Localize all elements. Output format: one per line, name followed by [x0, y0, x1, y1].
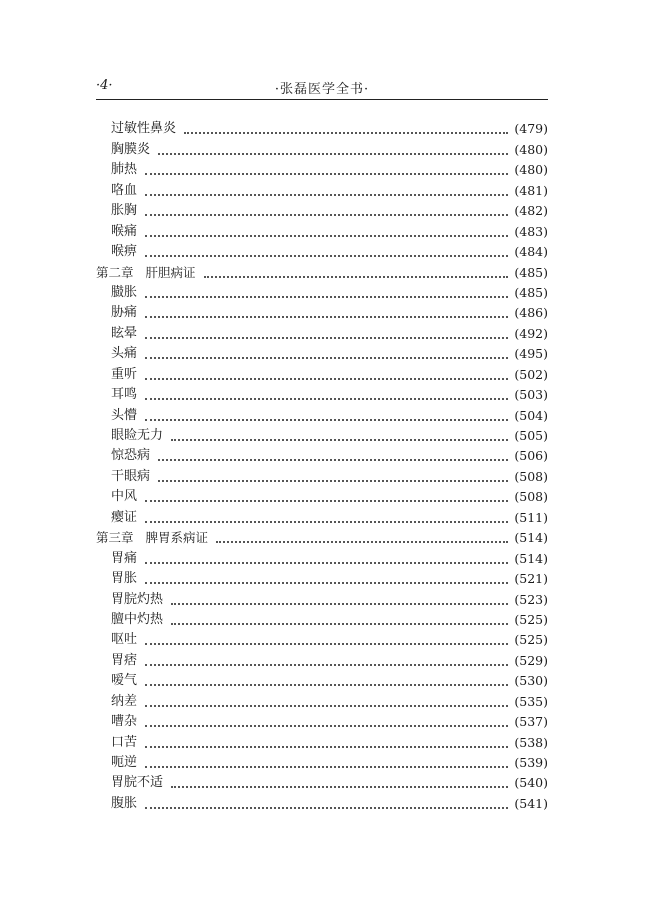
toc-page-number: (514): [514, 550, 548, 566]
toc-entry-row: [96, 569, 548, 589]
dot-leader: [171, 786, 508, 788]
dot-leader: [158, 480, 508, 482]
dot-leader: [171, 439, 508, 441]
toc-page-number: (502): [514, 366, 548, 382]
running-header: [96, 76, 548, 98]
toc-entry-row: [96, 160, 548, 180]
toc-title: 惊恐病: [111, 448, 151, 464]
toc-entry-row: [96, 691, 548, 711]
dot-leader: [145, 235, 508, 237]
toc-entry-row: [96, 283, 548, 303]
toc-page-number: (538): [514, 734, 548, 750]
toc-title: 嘈杂: [111, 714, 138, 730]
toc-title: 头懵: [111, 407, 138, 423]
toc-page-number: (480): [514, 141, 548, 157]
dot-leader: [145, 337, 508, 339]
dot-leader: [184, 132, 508, 134]
dot-leader: [145, 746, 508, 748]
dot-leader: [145, 582, 508, 584]
toc-entry-row: [96, 303, 548, 323]
toc-page-number: (505): [514, 428, 548, 443]
toc-entry-row: [96, 548, 548, 568]
toc-page-number: (492): [514, 325, 548, 341]
toc-title: 胃胀: [111, 571, 138, 587]
toc-page-number: (485): [514, 284, 548, 300]
toc-page-number: (525): [514, 611, 548, 627]
page-number: ·4·: [96, 78, 113, 93]
dot-leader: [145, 643, 508, 645]
toc-page-number: (514): [514, 530, 548, 546]
toc-title: 干眼病: [111, 468, 151, 484]
toc-entry-row: [96, 650, 548, 670]
toc-title: 耳鸣: [111, 387, 138, 403]
toc-page-number: (503): [514, 387, 548, 403]
toc-page-number: (481): [514, 182, 548, 198]
toc-entry-row: [96, 385, 548, 405]
toc-page-number: (540): [514, 775, 548, 791]
toc-page-number: (508): [514, 489, 548, 505]
toc-page-number: (530): [514, 673, 548, 689]
toc-entry-row: [96, 671, 548, 691]
dot-leader: [204, 276, 509, 278]
toc-title: 喉痛: [111, 223, 138, 239]
toc-page-number: (506): [514, 448, 548, 464]
toc-entry-row: [96, 139, 548, 159]
dot-leader: [145, 296, 508, 298]
toc-page-number: (495): [514, 346, 548, 362]
header-rule: [96, 99, 548, 100]
chapter-title: 肝胆病证: [145, 264, 196, 280]
toc-entry-row: [96, 466, 548, 486]
dot-leader: [145, 398, 508, 400]
toc-page-number: (529): [514, 652, 548, 668]
toc-entry-row: [96, 507, 548, 527]
toc-title: 过敏性鼻炎: [111, 121, 177, 137]
toc-page-number: (535): [514, 693, 548, 709]
dot-leader: [145, 705, 508, 707]
toc-title: 胃痞: [111, 652, 138, 668]
toc-entry-row: [96, 364, 548, 384]
toc-entry-row: [96, 323, 548, 343]
dot-leader: [145, 357, 508, 359]
toc-entry-row: [96, 589, 548, 609]
toc-page-number: (485): [514, 264, 548, 280]
toc-page-number: (539): [514, 755, 548, 770]
toc-page-number: (484): [514, 244, 548, 260]
toc-entry-row: [96, 487, 548, 507]
toc-page-number: (479): [514, 121, 548, 137]
toc-page-number: (541): [514, 795, 548, 811]
toc-title: [96, 263, 196, 283]
toc-entry-row: [96, 712, 548, 732]
toc-entry-row: [96, 793, 548, 813]
toc-title: 喉痹: [111, 244, 138, 260]
toc-page-number: (523): [514, 591, 548, 607]
toc-page-number: (504): [514, 407, 548, 423]
toc-page-number: (486): [514, 305, 548, 321]
chapter-number: 第三章: [96, 530, 134, 546]
dot-leader: [145, 684, 508, 686]
dot-leader: [145, 378, 508, 380]
dot-leader: [145, 521, 508, 523]
toc-title: 胀胸: [111, 203, 138, 219]
dot-leader: [158, 459, 508, 461]
toc-page-number: (508): [514, 468, 548, 484]
toc-title: 中风: [111, 489, 138, 505]
toc-page-number: (480): [514, 162, 548, 178]
toc-title: 咯血: [111, 182, 138, 198]
toc-title: 胸膜炎: [111, 141, 151, 157]
chapter-number: 第二章: [96, 264, 134, 280]
toc-entry-row: [96, 242, 548, 262]
dot-leader: [145, 807, 508, 809]
dot-leader: [145, 255, 508, 257]
toc-entry-row: [96, 753, 548, 773]
toc-page-number: (521): [514, 571, 548, 587]
toc-entry-row: [96, 405, 548, 425]
toc-entry-row: [96, 344, 548, 364]
toc-entry-row: [96, 426, 548, 446]
book-title: ·张磊医学全书·: [274, 82, 370, 97]
dot-leader: [145, 194, 508, 196]
toc-chapter-row: [96, 528, 548, 548]
toc-page-number: (537): [514, 714, 548, 730]
chapter-title: 脾胃系病证: [145, 530, 209, 546]
toc-title: 口苦: [111, 734, 138, 750]
toc-title: 胃脘不适: [111, 775, 164, 791]
toc-entry-row: [96, 732, 548, 752]
toc-page-number: (525): [514, 632, 548, 648]
dot-leader: [145, 500, 508, 502]
toc-page-number: (482): [514, 203, 548, 219]
toc-entry-row: [96, 610, 548, 630]
toc-title: 眼睑无力: [111, 428, 164, 443]
toc-title: 胃痛: [111, 550, 138, 566]
toc-title: 胁痛: [111, 305, 138, 321]
toc-page-number: (511): [514, 509, 548, 525]
dot-leader: [171, 603, 508, 605]
dot-leader: [145, 664, 508, 666]
toc-entry-row: [96, 221, 548, 241]
toc-title: 腹胀: [111, 795, 138, 811]
toc-title: 瘿证: [111, 509, 138, 525]
toc-title: 肺热: [111, 162, 138, 178]
table-of-contents: [96, 119, 548, 814]
dot-leader: [145, 725, 508, 727]
toc-entry-row: [96, 630, 548, 650]
toc-title: 头痛: [111, 346, 138, 362]
toc-title: 眩晕: [111, 325, 138, 341]
toc-title: [96, 528, 208, 548]
dot-leader: [145, 419, 508, 421]
toc-entry-row: [96, 180, 548, 200]
toc-title: 膻中灼热: [111, 611, 164, 627]
dot-leader: [145, 766, 508, 768]
dot-leader: [171, 623, 508, 625]
dot-leader: [145, 316, 508, 318]
toc-title: 呕吐: [111, 632, 138, 648]
toc-title: 臌胀: [111, 284, 138, 300]
dot-leader: [145, 214, 508, 216]
toc-title: 胃脘灼热: [111, 591, 164, 607]
toc-title: 纳差: [111, 693, 138, 709]
toc-title: 重听: [111, 366, 138, 382]
dot-leader: [145, 173, 508, 175]
dot-leader: [158, 153, 508, 155]
toc-page-number: (483): [514, 223, 548, 239]
toc-entry-row: [96, 201, 548, 221]
dot-leader: [216, 541, 508, 543]
toc-entry-row: [96, 119, 548, 139]
toc-chapter-row: [96, 262, 548, 282]
toc-title: 呃逆: [111, 755, 138, 770]
dot-leader: [145, 562, 508, 564]
toc-title: 嗳气: [111, 673, 138, 689]
toc-entry-row: [96, 446, 548, 466]
toc-entry-row: [96, 773, 548, 793]
